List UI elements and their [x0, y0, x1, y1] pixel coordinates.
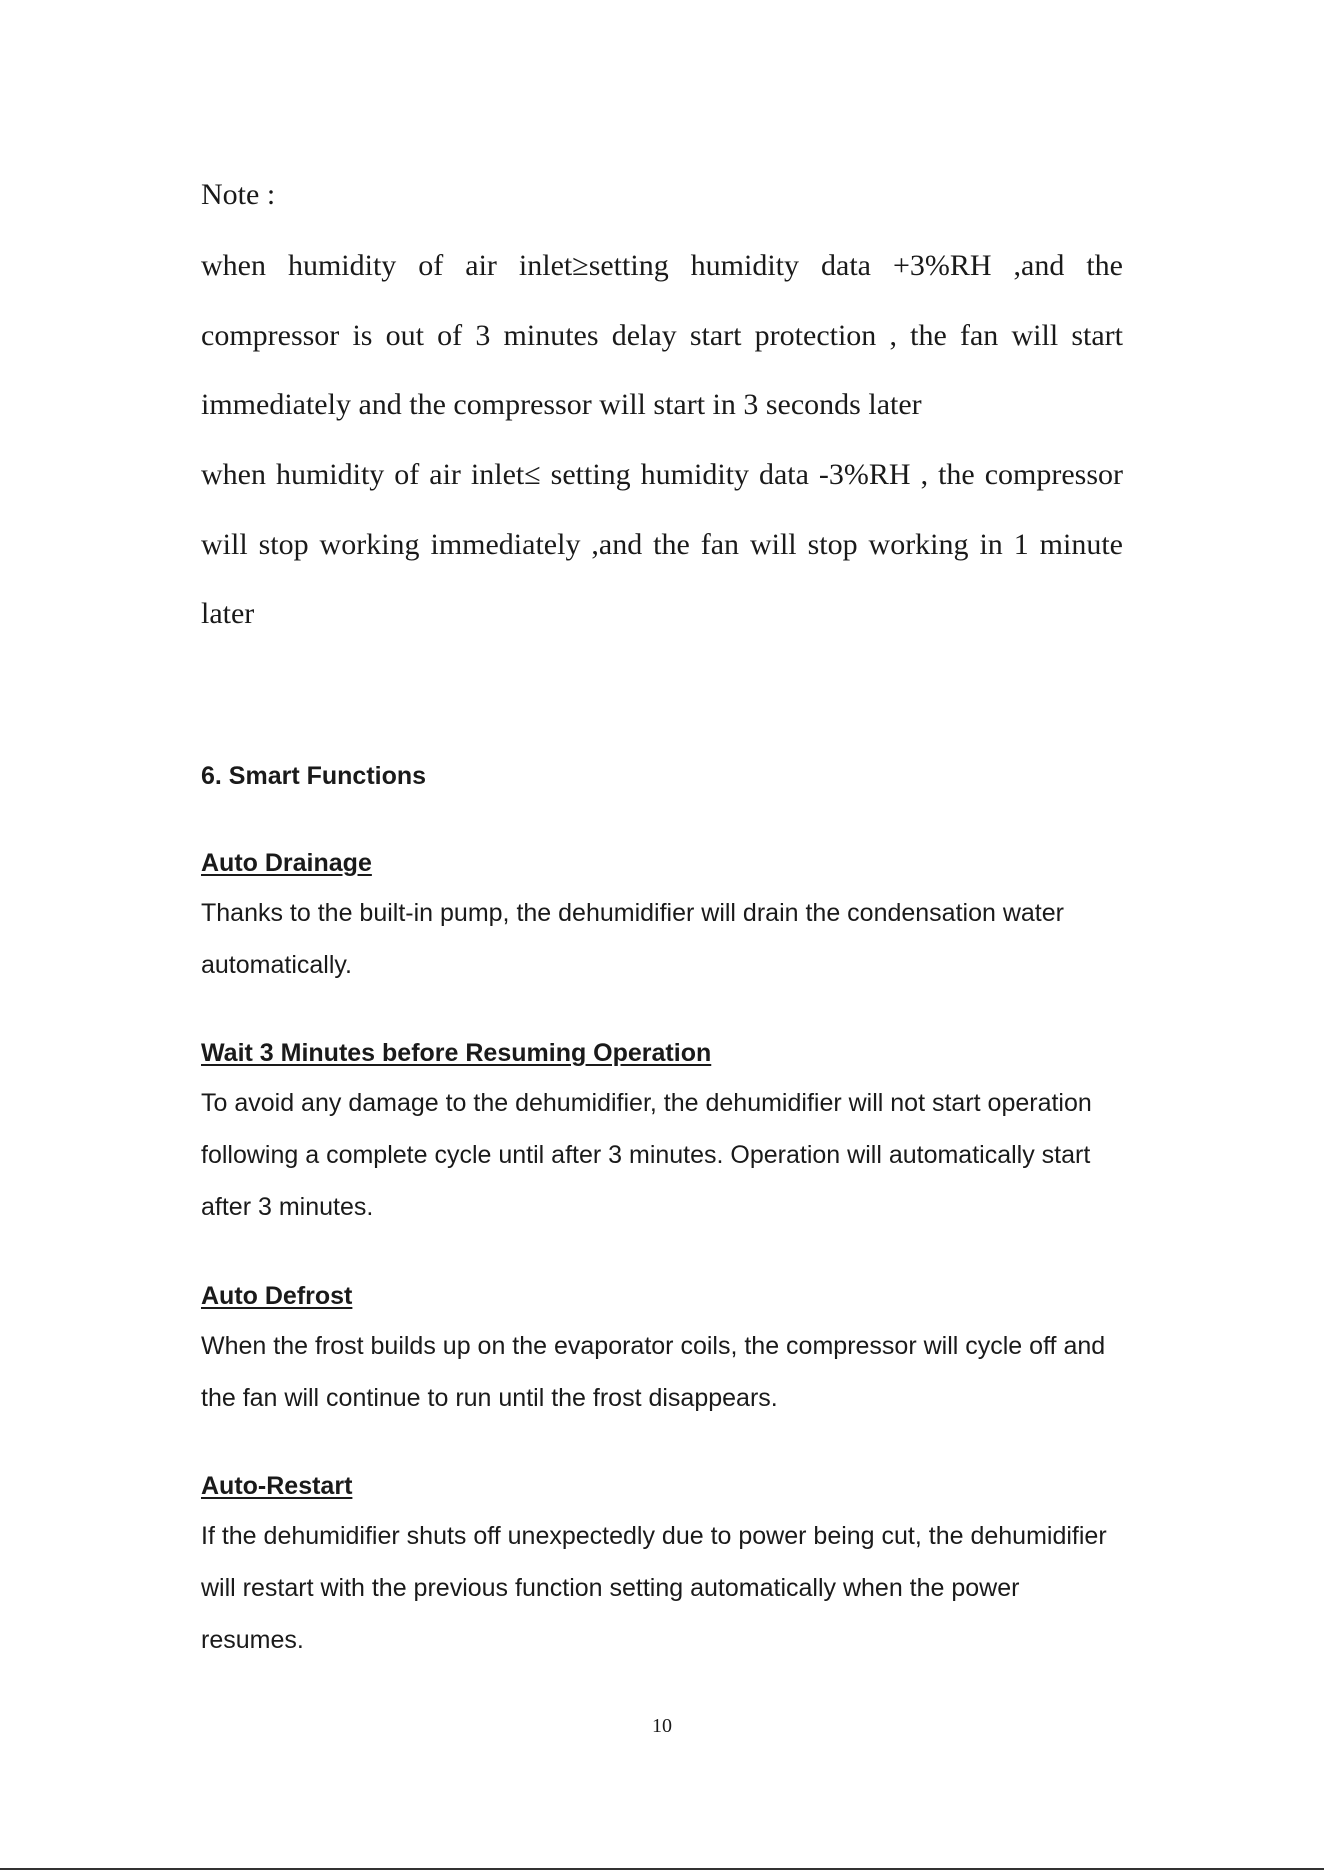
feature-block-wait-3-minutes	[201, 1029, 1123, 1233]
feature-heading: Wait 3 Minutes before Resuming Operation	[201, 1039, 712, 1067]
feature-block-auto-drainage	[201, 839, 1123, 991]
feature-description: When the frost builds up on the evaporator coils, the compressor will cycle off and the fan will continue to run until the frost disappears.	[201, 1332, 1106, 1412]
feature-description: To avoid any damage to the dehumidifier, the dehumidifier will not start operation following a complete cycle until after 3 minutes. Operation will automatically start after 3 minutes.	[201, 1089, 1092, 1221]
feature-description: If the dehumidifier shuts off unexpectedly due to power being cut, the dehumidifier will restart with the previous function setting automatically when the power resumes.	[201, 1522, 1107, 1654]
note-paragraph-decrease: when humidity of air inlet≤ setting humidity data -3%RH , the compressor will stop working immediately ,and the fan will stop working in 1 minute later	[201, 458, 1123, 630]
feature-block-auto-restart	[201, 1462, 1123, 1666]
note-label: Note :	[201, 178, 276, 211]
feature-heading: Auto Drainage	[201, 849, 372, 877]
feature-block-auto-defrost	[201, 1272, 1123, 1424]
feature-heading: Auto Defrost	[201, 1282, 353, 1310]
note-paragraph-increase: when humidity of air inlet≥setting humidity data +3%RH ,and the compressor is out of 3 minutes delay start protection , the fan will start immediately and the compressor will start in 3 seconds later	[201, 249, 1123, 421]
bottom-divider	[0, 1868, 1324, 1870]
section-title: 6. Smart Functions	[201, 762, 427, 790]
feature-heading: Auto-Restart	[201, 1472, 353, 1500]
page-number: 10	[652, 1715, 672, 1737]
feature-description: Thanks to the built-in pump, the dehumidifier will drain the condensation water automatically.	[201, 899, 1064, 979]
